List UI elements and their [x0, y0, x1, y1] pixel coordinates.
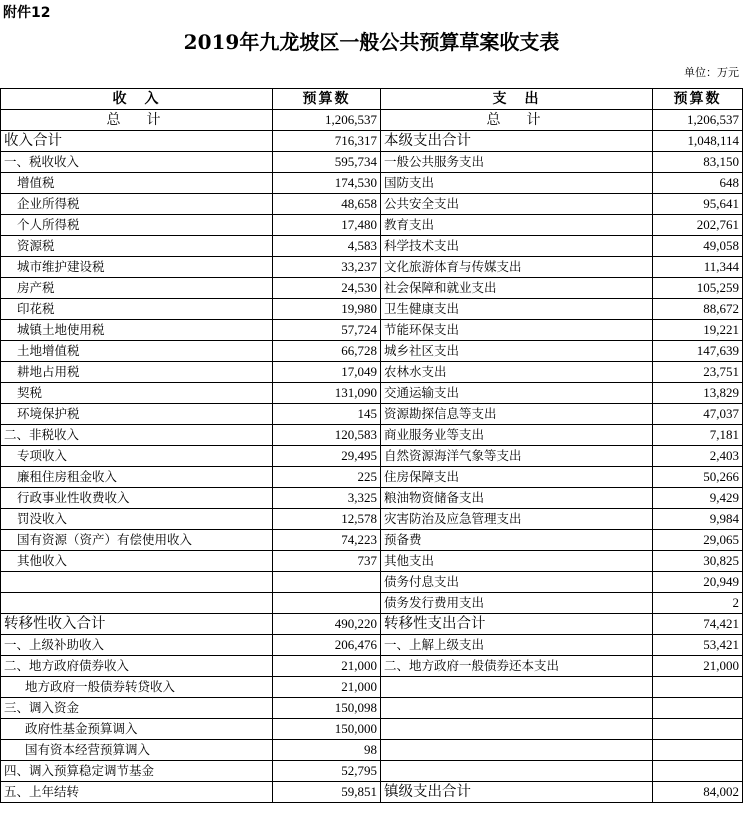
- income-item: 资源税: [1, 236, 273, 257]
- expense-item: 一般公共服务支出: [381, 152, 653, 173]
- income-amount: 17,480: [273, 215, 381, 236]
- income-item: 罚没收入: [1, 509, 273, 530]
- income-item: 耕地占用税: [1, 362, 273, 383]
- expense-item: 本级支出合计: [381, 131, 653, 152]
- income-item: 总 计: [1, 110, 273, 131]
- page-title: 2019年九龙坡区一般公共预算草案收支表: [183, 30, 560, 54]
- expense-amount: 13,829: [653, 383, 743, 404]
- income-item: 环境保护税: [1, 404, 273, 425]
- income-amount: 3,325: [273, 488, 381, 509]
- expense-amount: 1,206,537: [653, 110, 743, 131]
- expense-item: 城乡社区支出: [381, 341, 653, 362]
- expense-amount: 2: [653, 593, 743, 614]
- unit-label: 单位：万元: [684, 66, 739, 79]
- expense-amount: 105,259: [653, 278, 743, 299]
- table-row: [1, 614, 743, 635]
- income-item: 三、调入资金: [1, 698, 273, 719]
- income-amount: 150,000: [273, 719, 381, 740]
- expense-amount-header: 预算数: [653, 89, 743, 110]
- expense-item: 节能环保支出: [381, 320, 653, 341]
- income-amount: 120,583: [273, 425, 381, 446]
- income-amount: 17,049: [273, 362, 381, 383]
- expense-amount: 9,984: [653, 509, 743, 530]
- table-row: [1, 215, 743, 236]
- table-row: [1, 761, 743, 782]
- income-item: 廉租住房租金收入: [1, 467, 273, 488]
- income-amount: 19,980: [273, 299, 381, 320]
- income-amount: 225: [273, 467, 381, 488]
- table-row: [1, 383, 743, 404]
- table-row: [1, 194, 743, 215]
- expense-item: 文化旅游体育与传媒支出: [381, 257, 653, 278]
- income-item: 转移性收入合计: [1, 614, 273, 635]
- attachment-label: 附件12: [3, 5, 51, 21]
- expense-item: [381, 761, 653, 782]
- expense-item: 住房保障支出: [381, 467, 653, 488]
- income-amount: 174,530: [273, 173, 381, 194]
- income-amount: 150,098: [273, 698, 381, 719]
- table-row: [1, 551, 743, 572]
- income-amount: 59,851: [273, 782, 381, 803]
- expense-item: [381, 719, 653, 740]
- income-amount: 131,090: [273, 383, 381, 404]
- expense-item: 资源勘探信息等支出: [381, 404, 653, 425]
- table-row: [1, 173, 743, 194]
- budget-table: [0, 88, 743, 803]
- table-row: [1, 509, 743, 530]
- table-row: [1, 131, 743, 152]
- expense-item: 社会保障和就业支出: [381, 278, 653, 299]
- expense-item: [381, 698, 653, 719]
- table-row: [1, 341, 743, 362]
- income-item: 二、非税收入: [1, 425, 273, 446]
- income-item: 四、调入预算稳定调节基金: [1, 761, 273, 782]
- income-item: 土地增值税: [1, 341, 273, 362]
- income-amount: 206,476: [273, 635, 381, 656]
- income-item: 五、上年结转: [1, 782, 273, 803]
- table-row: [1, 257, 743, 278]
- expense-amount: [653, 761, 743, 782]
- expense-amount: 53,421: [653, 635, 743, 656]
- expense-amount: 23,751: [653, 362, 743, 383]
- income-item: 其他收入: [1, 551, 273, 572]
- table-row: [1, 110, 743, 131]
- table-row: [1, 299, 743, 320]
- income-amount: [273, 572, 381, 593]
- table-row: [1, 719, 743, 740]
- expense-amount: 20,949: [653, 572, 743, 593]
- income-item: 房产税: [1, 278, 273, 299]
- expense-amount: 7,181: [653, 425, 743, 446]
- expense-amount: 21,000: [653, 656, 743, 677]
- table-row: [1, 320, 743, 341]
- table-row: [1, 425, 743, 446]
- income-amount: 74,223: [273, 530, 381, 551]
- income-amount: 48,658: [273, 194, 381, 215]
- income-item: 收入合计: [1, 131, 273, 152]
- table-row: [1, 656, 743, 677]
- income-amount: 737: [273, 551, 381, 572]
- expense-item: 二、地方政府一般债券还本支出: [381, 656, 653, 677]
- income-amount: 595,734: [273, 152, 381, 173]
- expense-item: 灾害防治及应急管理支出: [381, 509, 653, 530]
- header-row: [1, 89, 743, 110]
- table-row: [1, 362, 743, 383]
- income-amount: 12,578: [273, 509, 381, 530]
- expense-amount: 11,344: [653, 257, 743, 278]
- expense-amount: 74,421: [653, 614, 743, 635]
- expense-amount: 19,221: [653, 320, 743, 341]
- table-row: [1, 236, 743, 257]
- income-amount: 52,795: [273, 761, 381, 782]
- income-amount: 21,000: [273, 677, 381, 698]
- table-row: [1, 782, 743, 803]
- table-row: [1, 593, 743, 614]
- income-item: 二、地方政府债券收入: [1, 656, 273, 677]
- income-amount-header: 预算数: [273, 89, 381, 110]
- table-row: [1, 677, 743, 698]
- expense-amount: 88,672: [653, 299, 743, 320]
- expense-item: 科学技术支出: [381, 236, 653, 257]
- table-row: [1, 404, 743, 425]
- expense-amount: 648: [653, 173, 743, 194]
- income-item: 契税: [1, 383, 273, 404]
- expense-amount: [653, 677, 743, 698]
- table-row: [1, 446, 743, 467]
- expense-item: 卫生健康支出: [381, 299, 653, 320]
- income-item: [1, 593, 273, 614]
- income-amount: 57,724: [273, 320, 381, 341]
- income-amount: 490,220: [273, 614, 381, 635]
- expense-item: 商业服务业等支出: [381, 425, 653, 446]
- table-row: [1, 467, 743, 488]
- income-amount: [273, 593, 381, 614]
- expense-amount: 95,641: [653, 194, 743, 215]
- income-item: 企业所得税: [1, 194, 273, 215]
- expense-item: 交通运输支出: [381, 383, 653, 404]
- expense-amount: 147,639: [653, 341, 743, 362]
- expense-amount: 2,403: [653, 446, 743, 467]
- expense-header: 支 出: [381, 89, 653, 110]
- income-amount: 66,728: [273, 341, 381, 362]
- expense-item: 教育支出: [381, 215, 653, 236]
- expense-item: 转移性支出合计: [381, 614, 653, 635]
- income-item: [1, 572, 273, 593]
- income-item: 国有资本经营预算调入: [1, 740, 273, 761]
- income-header: 收 入: [1, 89, 273, 110]
- income-amount: 98: [273, 740, 381, 761]
- expense-amount: 29,065: [653, 530, 743, 551]
- income-item: 国有资源（资产）有偿使用收入: [1, 530, 273, 551]
- expense-item: 债务付息支出: [381, 572, 653, 593]
- income-amount: 145: [273, 404, 381, 425]
- table-row: [1, 278, 743, 299]
- expense-amount: [653, 740, 743, 761]
- expense-item: 农林水支出: [381, 362, 653, 383]
- expense-item: 自然资源海洋气象等支出: [381, 446, 653, 467]
- expense-amount: 1,048,114: [653, 131, 743, 152]
- expense-amount: [653, 719, 743, 740]
- income-item: 专项收入: [1, 446, 273, 467]
- income-item: 一、税收收入: [1, 152, 273, 173]
- expense-item: 公共安全支出: [381, 194, 653, 215]
- expense-item: 国防支出: [381, 173, 653, 194]
- income-amount: 24,530: [273, 278, 381, 299]
- table-row: [1, 530, 743, 551]
- income-item: 印花税: [1, 299, 273, 320]
- expense-amount: 84,002: [653, 782, 743, 803]
- expense-amount: 47,037: [653, 404, 743, 425]
- table-row: [1, 572, 743, 593]
- income-amount: 1,206,537: [273, 110, 381, 131]
- expense-amount: 50,266: [653, 467, 743, 488]
- expense-item: 镇级支出合计: [381, 782, 653, 803]
- income-item: 增值税: [1, 173, 273, 194]
- expense-amount: 9,429: [653, 488, 743, 509]
- income-item: 政府性基金预算调入: [1, 719, 273, 740]
- income-item: 行政事业性收费收入: [1, 488, 273, 509]
- income-amount: 716,317: [273, 131, 381, 152]
- expense-item: 债务发行费用支出: [381, 593, 653, 614]
- table-row: [1, 740, 743, 761]
- expense-amount: 49,058: [653, 236, 743, 257]
- income-amount: 4,583: [273, 236, 381, 257]
- expense-item: [381, 677, 653, 698]
- table-row: [1, 152, 743, 173]
- income-amount: 29,495: [273, 446, 381, 467]
- income-amount: 21,000: [273, 656, 381, 677]
- income-item: 城镇土地使用税: [1, 320, 273, 341]
- income-item: 一、上级补助收入: [1, 635, 273, 656]
- expense-item: 一、上解上级支出: [381, 635, 653, 656]
- expense-item: [381, 740, 653, 761]
- income-amount: 33,237: [273, 257, 381, 278]
- table-row: [1, 635, 743, 656]
- income-item: 地方政府一般债券转贷收入: [1, 677, 273, 698]
- table-row: [1, 698, 743, 719]
- expense-item: 粮油物资储备支出: [381, 488, 653, 509]
- expense-item: 总 计: [381, 110, 653, 131]
- expense-amount: 83,150: [653, 152, 743, 173]
- table-row: [1, 488, 743, 509]
- expense-item: 预备费: [381, 530, 653, 551]
- income-item: 城市维护建设税: [1, 257, 273, 278]
- income-item: 个人所得税: [1, 215, 273, 236]
- expense-amount: 202,761: [653, 215, 743, 236]
- expense-item: 其他支出: [381, 551, 653, 572]
- expense-amount: [653, 698, 743, 719]
- expense-amount: 30,825: [653, 551, 743, 572]
